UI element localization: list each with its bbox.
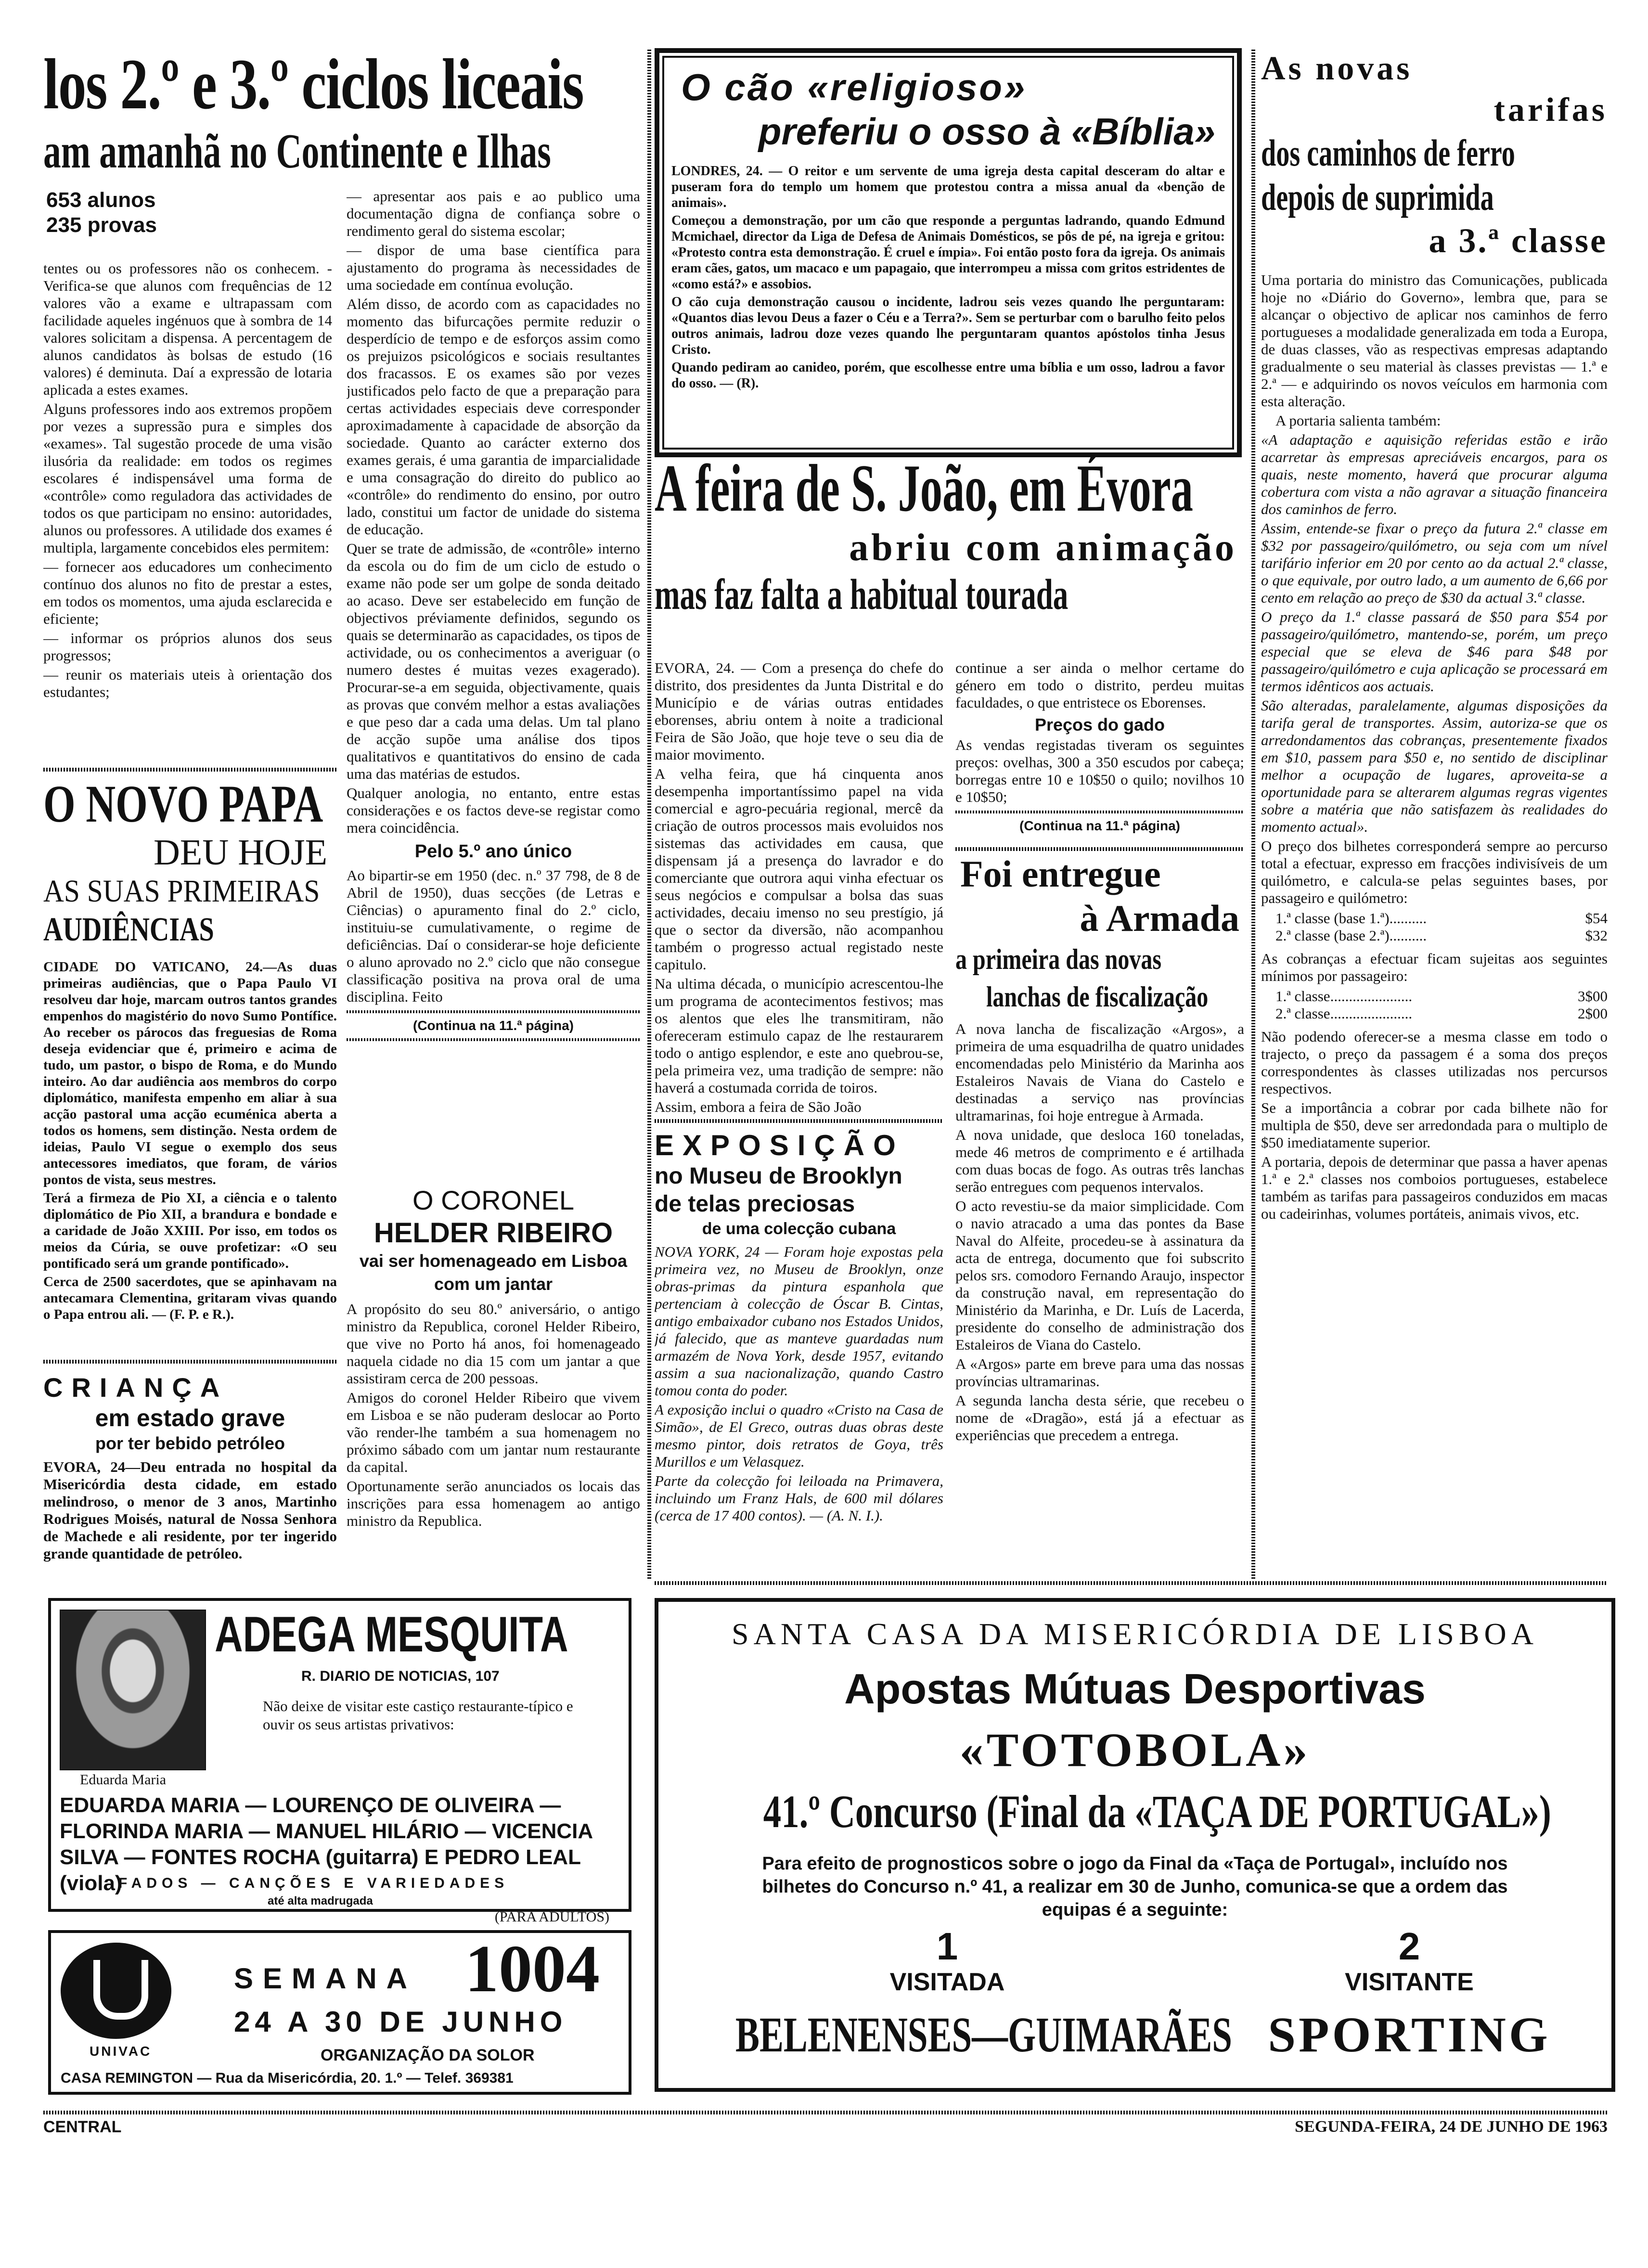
tarifas-p7: A portaria, depois de determinar que passa a haver apenas 1.ª e 2.ª classes nos comboios portugueses, estabelece também as tarifas para passageiros conduzidos em macas ou cadeirinhas, volumes portáteis, animais vivos, etc. [1261,1153,1608,1222]
crianca-text: EVORA, 24—Deu entrada no hospital da Misericórdia desta cidade, em estado melindroso, o menor de 3 anos, Martinho Rodrigues Moisés, natural de Nossa Senhora de Machede e ali residente, por ter ingerido grande quantidade de petróleo. [43,1458,337,1562]
cao-h2: preferiu o osso à «Bíblia» [758,110,1215,153]
adega-ad [48,1598,631,1925]
univac-semana: SEMANA [234,1962,417,1995]
adega-caption: Eduarda Maria [80,1772,167,1788]
stat-provas: 235 provas [46,213,157,237]
feira-subhead: Preços do gado [1034,715,1165,735]
feira-col2 [955,659,1244,847]
adega-fados: FADOS — CANÇÕES E VARIEDADES [118,1875,509,1891]
tarifas-p5: Não podendo oferecer-se a mesma classe em todo o trajecto, o preço da passagem é a soma dos preços correspondentes às classes utilizadas nos percursos respectivos. [1261,1028,1608,1097]
armada-h2: à Armada [1080,897,1239,939]
divider [655,1119,943,1123]
papa-p2: Terá a firmeza de Pio XI, a ciência e o talento diplomático de Pio XII, a brandura e bondade e a caridade de João XXIII. Por isso, em todos os meios da Cúria, se ouve profetizar: «O seu pontificado será um grande pontificado». [43,1190,337,1271]
armada-p3: O acto revestiu-se da maior simplicidade. Com o navio atracado a uma das pontes da Base Naval do Alfeite, procedeu-se à assinatura da acta de entrega, documento que foi subscrito pelos srs. comodoro Fernando Araujo, inspector da construção naval, em representação do Ministério da Marinha, e Dr. Luís de Lacerda, presidente do conselho de administração dos Estaleiros de Viana do Castelo. [955,1198,1244,1353]
tarifas-table2 [1261,988,1608,1022]
divider [43,768,337,772]
adega-hours: até alta madrugada [268,1894,373,1907]
feira-col1-p2: A velha feira, que há cinquenta anos desempenha importantíssimo papel na vida comercial e agro-pecuária regional, mercê da criação de outros processos mais evoluidos nos sistemas das actividades em causa, que dispensam já a presença do lavrador e do comerciante que outrora aqui vinha efectuar os seus negócios e compulsar a bolsa das suas actividades, decaiu imenso no seu prestígio, já que o sector da diversão, não acompanhou também o progresso actual registado neste capitulo. [655,765,943,973]
coronel-p1: A propósito do seu 80.º aniversário, o antigo ministro da Republica, coronel Helder Ribeiro, que vive no Porto há anos, foi homenageado naquela cidade no dia 15 com um jantar a que assistiram cerca de 200 pessoas. [347,1301,640,1387]
papa-p3: Cerca de 2500 sacerdotes, que se apinhavam na antecamara Clementina, gritaram vivas quando o Papa entrou ali. — (F. P. e R.). [43,1274,337,1322]
cao-article [671,65,1225,440]
armada-p1: A nova lancha de fiscalização «Argos», a primeira de uma esquadrilha de quatro unidades encomendadas pelo Ministério da Marinha aos Estaleiros Navais de Viana do Castelo e destinadas a serviço nas províncias ultramarinas, foi hoje entregue à Armada. [955,1020,1244,1124]
feira-continua: (Continua na 11.ª página) [1019,818,1180,833]
exams-col1-p2: Alguns professores indo aos extremos propõem por vezes a supressão pura e simples dos «exames». Tal sugestão procede de uma visão ilusória da realidade: em todos os regimes escolares é indispensável uma forma de «contrôle» como reguladora das actividades de todos os que participam no ensino: autoridades, alunos ou professores. A utilidade dos exames é multipla, largamente concebidos eles permitem: [43,400,332,556]
totobola-text: Para efeito de prognosticos sobre o jogo da Final da «Taça de Portugal», incluído nos bilhetes do Concurso n.º 41, a realizar em 30 de Junho, comunica-se que a ordem das equipas é a seguinte: [762,1854,1508,1920]
exams-col2-p6: Ao bipartir-se em 1950 (dec. n.º 37 798, de 8 de Abril de 1950), duas secções (de Letras e Ciências) o apuramento final do 2.º ciclo, instituiu-se cumulativamente, o regime de deficiências. Daí o considerar-se hoje deficiente o aluno aprovado no 2.º ciclo que não consegue classificação positiva na prova oral de uma disciplina. Feito [347,867,640,1005]
adega-intro: Não deixe de visitar este castiço restaurante-típico e ouvir os seus artistas privativos: [263,1698,573,1733]
exams-col2-p4: Quer se trate de admissão, de «contrôle» interno da escola ou do fim de um ciclo de estudo o exame não pode ser um golpe de sonda deitado ao acaso. Deve ser estabelecido em função de objectivos préviamente definidos, segundo os quais se determinarão as capacidades, os tipos de actividade, ou os conhecimentos a averiguar (o numero destes é muitas vezes exagerado). Procurar-se-a em seguida, objectivamente, quais as provas que convém melhor a estas avaliações e que peso dar a cada uma delas. Um tal plano de acção supõe uma análise dos tipos qualitativos e quantitativos do ensino de cada uma das matérias de estudos. [347,540,640,782]
armada-h1: Foi entregue [960,853,1161,895]
table-cell: 2$00 [1578,1005,1608,1022]
coronel-p3: Oportunamente serão anunciados os locais das inscrições para essa homenagem ao antigo ministro da Republica. [347,1478,640,1529]
univac-number: 1004 [465,1932,600,2006]
coronel-p2: Amigos do coronel Helder Ribeiro que vivem em Lisboa e se não puderam deslocar ao Porto vão render-lhe também a sua homenagem no próximo sábado com um jantar num restaurante da capital. [347,1389,640,1475]
totobola-l2: VISITANTE [1345,1968,1474,1996]
crianca-h1: CRIANÇA [43,1372,229,1403]
feira-col1 [655,659,943,1117]
cao-p2: Começou a demonstração, por um cão que responde a perguntas ladrando, quando Edmund Mcmichael, director da Liga de Defesa de Animais Domésticos, se pôs de pé, na igreja e gritou: «Protesto contra esta demonstração. É cruel e ímpia». Foi então posto fora da igreja. Os animais eram cães, gatos, um macaco e um papagaio, que interrompeu a missa com gritos estridentes de «como está?» e assobios. [671,213,1225,292]
table-cell: 1.ª classe...................... [1275,988,1413,1005]
feira-col1-p4: Assim, embora a feira de São João [655,1098,862,1115]
papa-h1: O NOVO PAPA [43,775,323,833]
totobola-l1: VISITADA [889,1968,1005,1996]
table-cell: 1.ª classe (base 1.ª).......... [1275,910,1427,927]
exams-subhead: Pelo 5.º ano único [414,841,572,862]
divider [955,811,1244,813]
headline-ciclos-line2: am amanhã no Continente e Ilhas [43,124,551,179]
exams-col1-p1: tentes ou os professores não os conhecem. - Verifica-se que alunos com frequências de 12 valores vão a exame e ultrapassam com facilidade aqueles ingénuos que à sombra de 14 valores solicitam a dispensa. A percentagem de alunos candidatos às bolsas de estudo (16 valores) é deminuta. Daí a expressão de lotaria aplicada a estes exames. [43,260,332,398]
divider [655,1581,1608,1585]
exams-col2-p5: Qualquer anologia, no entanto, entre estas considerações e os factos deve-se registar como mera coincidência. [347,785,640,836]
exposicao-h4: de uma colecção cubana [702,1220,896,1238]
exposicao-h1: EXPOSIÇÃO [655,1129,904,1161]
totobola-n1: 1 [936,1925,958,1968]
divider [647,48,651,1579]
divider [955,847,1244,851]
tarifas-h1: As novas [1261,50,1413,87]
tarifas-p1: Uma portaria do ministro das Comunicações, publicada hoje no «Diário do Governo», lembra que, para se alcançar o objectivo de aplicar nos caminhos de ferro portugueses a modalidade generalizada em toda a Europa, de duas classes, vão as respectivas empresas adaptando gradualmente o seu material às classes previstas — 1.ª e 2.ª — e adquirindo os novos veículos em harmonia com esta alteração. [1261,271,1608,410]
armada-article [955,852,1244,1579]
univac-ad [48,1930,631,2095]
totobola-line4: 41.º Concurso (Final da «TAÇA DE PORTUGAL») [763,1786,1551,1837]
stats-block [46,188,157,238]
papa-h3: AS SUAS PRIMEIRAS [43,874,320,909]
exposicao-p3: Parte da colecção foi leiloada na Primavera, incluindo um Franz Hals, de 600 mil dólares (cerca de 17 400 contos). — (A. N. I.). [655,1472,943,1524]
feira-col1-p1: EVORA, 24. — Com a presença do chefe do distrito, dos presidentes da Junta Distrital e do Município e de várias outras entidades eborenses, abriu ontem à noite a tradicional Feira de São João, que hoje teve o seu dia de maior movimento. [655,659,943,763]
tarifas-p2: A portaria salienta também: [1275,412,1441,429]
exams-col2-p2: — dispor de uma base científica para ajustamento do programa às necessidades de uma sociedade em contínua evolução. [347,242,640,293]
tarifas-table1 [1261,910,1608,944]
tarifas-p4: As cobranças a efectuar ficam sujeitas aos seguintes mínimos por passageiro: [1261,950,1608,984]
exams-col2 [347,188,640,1155]
exposicao-p2: A exposição inclui o quadro «Cristo na Casa de Simão», de El Greco, outras duas obras deste mesmo pintor, dois retratos de Goya, três Murillos e um Velasquez. [655,1401,943,1470]
tarifas-h3: dos caminhos de ferro [1261,132,1515,174]
divider [347,1010,640,1013]
totobola-ad [655,1598,1615,2092]
cao-p1: LONDRES, 24. — O reitor e um servente de uma igreja desta capital desceram do altar e puseram fora do templo um homem que protestou contra a missa anual da «benção de animais». [671,164,1225,210]
papa-h4: AUDIÊNCIAS [43,911,214,948]
exams-col1-p4: — informar os próprios alunos dos seus progressos; [43,630,332,664]
adega-artists: EDUARDA MARIA — LOURENÇO DE OLIVEIRA — FLORINDA MARIA — MANUEL HILÁRIO — VICENCIA SILVA — FONTES ROCHA (guitarra) E PEDRO LEAL (viola) [60,1793,592,1895]
exposicao-h2: no Museu de Brooklyn [655,1163,902,1189]
tarifas-p6: Se a importância a cobrar por cada bilhete não for multipla de $50, deve ser arredondada para o multiplo de $50 imediatamente superior. [1261,1099,1608,1151]
exams-continua: (Continua na 11.ª página) [413,1018,574,1033]
feira-headline [655,452,1256,619]
table-cell: 2.ª classe (base 2.ª).......... [1275,927,1427,944]
totobola-line3: «TOTOBOLA» [959,1723,1311,1777]
feira-col2-p1: continue a ser ainda o melhor certame do género em todo o distrito, perdeu muitas faculdades, o que entristece os Eborenses. [955,659,1244,711]
table-cell: 3$00 [1578,988,1608,1005]
divider [43,2111,1608,2114]
totobola-line2: Apostas Mútuas Desportivas [844,1665,1426,1713]
crianca-h3: por ter bebido petróleo [95,1433,285,1453]
table-row [1275,927,1608,944]
univac-dates: 24 A 30 DE JUNHO [234,2006,567,2038]
armada-p5: A segunda lancha desta série, que recebeu o nome de «Dragão», está já a efectuar as experiências que precedem a entrega. [955,1392,1244,1443]
cao-p4: Quando pediram ao canideo, porém, que escolhesse entre uma bíblia e um osso, ladrou a favor do osso. — (R). [671,360,1225,391]
adega-photo [60,1610,206,1770]
papa-article [43,775,337,1357]
table-cell: $54 [1585,910,1608,927]
headline-ciclos-line1: los 2.º e 3.º ciclos liceais [43,44,584,124]
univac-org: ORGANIZAÇÃO DA SOLOR [321,2046,535,2064]
table-row [1275,988,1608,1005]
univac-logo-icon [93,1960,148,2020]
tarifas-it1: «A adaptação e aquisição referidas estão e irão acarretar às empresas apreciáveis encargos, para os quais, neste momento, haverá que procurar alguma cobertura com vista a não agravar a situação financeira dos caminhos de ferro. [1261,431,1608,517]
papa-h2: DEU HOJE [154,832,327,873]
feira-h1: A feira de S. João, em Évora [655,451,1193,526]
divider [1251,48,1255,1579]
divider [347,1038,640,1041]
armada-p4: A «Argos» parte em breve para uma das nossas províncias ultramarinas. [955,1355,1244,1390]
coronel-h2: HELDER RIBEIRO [373,1217,613,1249]
totobola-team1: BELENENSES—GUIMARÃES [735,2007,1232,2062]
exams-col1-p3: — fornecer aos educadores um conhecimento contínuo dos alunos no fito de prestar a estes, em todos os momentos, uma ajuda esclarecida e eficiente; [43,558,332,627]
exams-col2-p1: — apresentar aos pais e ao publico uma documentação digna de confiança sobre o rendimento geral do sistema escolar; [347,188,640,239]
coronel-h4: com um jantar [434,1274,553,1294]
tarifas-h5: a 3.ª classe [1429,221,1608,260]
table-cell: $32 [1585,927,1608,944]
univac-address: CASA REMINGTON — Rua da Misericórdia, 20. 1.º — Telef. 369381 [61,2070,514,2086]
tarifas-h2: tarifas [1494,91,1608,129]
tarifas-article [1261,48,1608,1579]
coronel-h1: O CORONEL [412,1185,575,1215]
armada-h3: a primeira das novas [955,943,1162,975]
tarifas-it2: Assim, entende-se fixar o preço da futura 2.ª classe em $32 por passageiro/quilómetro, ou seja com um nível tarifário inferior em 20 por cento ao da actual 2.ª classe, o que equivale, por outro lado, a um aumento de 6,66 por cento em relação ao preço de $30 da actual 3.ª classe. [1261,520,1608,606]
headline-ciclos [43,44,640,179]
tarifas-p3: O preço dos bilhetes corresponderá sempre ao percurso total a efectuar, expresso em fracções indivisíveis de um quilómetro, e calcula-se pelas seguintes bases, por passageiro e quilómetro: [1261,838,1608,906]
crianca-h2: em estado grave [95,1405,285,1431]
cao-h1: O cão «religioso» [681,66,1027,108]
armada-h4: lanchas de fiscalização [986,981,1209,1013]
exposicao-p1: NOVA YORK, 24 — Foram hoje expostas pela primeira vez, no Museu de Brooklyn, onze obras-primas da pintura espanhola que pertenciam à colecção de Óscar B. Cintas, antigo embaixador cubano nos Estados Unidos, já falecido, que as manteve guardadas num armazém de Nova York, desde 1957, evitando assim a sua nacionalização, quando Castro tomou conta do poder. [655,1243,943,1399]
exposicao-article [655,1129,943,1579]
table-cell: 2.ª classe...................... [1275,1005,1413,1022]
crianca-article [43,1372,337,1579]
armada-p2: A nova unidade, que desloca 160 toneladas, mede 46 metros de comprimento e é artilhada com duas bocas de fogo. As outras três lanchas serão entregues com pequenos intervalos. [955,1126,1244,1195]
univac-logo [61,1943,171,2039]
feira-h2: abriu com animação [849,527,1237,569]
coronel-article [347,1184,640,1579]
adega-title: ADEGA MESQUITA [215,1607,568,1662]
stat-alunos: 653 alunos [46,188,156,212]
coronel-h3: vai ser homenageado em Lisboa [359,1251,628,1271]
footer-left: CENTRAL [43,2118,122,2136]
totobola-n2: 2 [1398,1925,1420,1968]
adega-adults: (PARA ADULTOS) [494,1909,609,1925]
table-row [1275,910,1608,927]
tarifas-it3: O preço da 1.ª classe passará de $50 para $54 por passageiro/quilómetro, mantendo-se, porém, um preço especial que se eleva de $46 para $48 por passageiro/quilómetro e cuja aplicação se processará em termos idênticos aos actuais. [1261,608,1608,695]
feira-col1-p3: Na ultima década, o município acrescentou-lhe um programa de acontecimentos festivos; mas os alentos que eles lhe transmitiram, não ofereceram estimulo capaz de lhe restaurarem todo o antigo esplendor, e este ano quebrou-se, pela primeira vez, uma tradição de sempre: não haverá a costumada corrida de toiros. [655,975,943,1096]
footer-date: SEGUNDA-FEIRA, 24 DE JUNHO DE 1963 [1295,2118,1608,2136]
tarifas-it4: São alteradas, paralelamente, algumas disposições da tarifa geral de transportes. Assim, autoriza-se que os arredondamentos das cobranças, presentemente fixados em $10, passem para $50 e, no sentido de disciplinar melhor a ocupação de lugares, aproveita-se a oportunidade para se alterarem algumas regras vigentes sobre a matéria que não satisfazem às realidades do momento actual». [1261,697,1608,835]
cao-p3: O cão cuja demonstração causou o incidente, ladrou seis vezes quando lhe perguntaram: «Quantos dias levou Deus a fazer o Céu e a Terra?». Sem se perturbar com o barulho feito pelos outros animais, ladrou doze vezes quando lhe perguntaram quantos apóstolos tinha Jesus Cristo. [671,295,1225,357]
exams-col1 [43,260,332,765]
totobola-team2: SPORTING [1268,2007,1551,2062]
totobola-line1: SANTA CASA DA MISERICÓRDIA DE LISBOA [732,1617,1538,1651]
divider [43,1360,337,1364]
feira-col2-p2: As vendas registadas tiveram os seguintes preços: ovelhas, 300 a 350 escudos por cabeça; borregas entre 10 e 10$50 o quilo; novilhos 10 e 10$50; [955,736,1244,805]
adega-address: R. DIARIO DE NOTICIAS, 107 [301,1668,500,1684]
table-row [1275,1005,1608,1022]
feira-h3: mas faz falta a habitual tourada [655,571,1069,619]
tarifas-h4: depois de suprimida [1261,176,1494,218]
univac-logo-text: UNIVAC [90,2044,152,2059]
exposicao-h3: de telas preciosas [655,1191,855,1217]
exams-col1-p5: — reunir os materiais uteis à orientação dos estudantes; [43,666,332,700]
papa-p1: CIDADE DO VATICANO, 24.—As duas primeiras audiências, que o Papa Paulo VI resolveu dar hoje, marcam outros tantos grandes empenhos do magistério do novo Sumo Pontífice. Ao receber os párocos das freguesias de Roma deseja evidenciar que é, primeiro e acima de tudo, um pastor, o bispo de Roma, e do Mundo inteiro. Ao dar audiência aos membros do corpo diplomático, manifesta empenho em aliar à sua acção pastoral uma acção ecuménica aberta a todos os homens, sem distinção. Nesta ordem de ideias, Paulo VI segue o exemplo dos seus antecessores imediatos, que foram, de vários pontos de vista, seus mestres. [43,959,337,1187]
exams-col2-p3: Além disso, de acordo com as capacidades no momento das bifurcações permite reduzir o desperdício de tempo e de esforços assim como os prejuizos psicológicos e sociais resultantes dos fracassos. E os exames são por vezes justificados pelo facto de que a preparação para certas actividades especiais deve corresponder aproximadamente à capacidade de absorção da sociedade. Quanto ao carácter externo dos exames gerais, é uma garantia de imparcialidade e uma consagração do direito do publico ao «contrôle» do rendimento do ensino, por outro lado, constitui um factor de unidade do sistema de educação. [347,296,640,538]
